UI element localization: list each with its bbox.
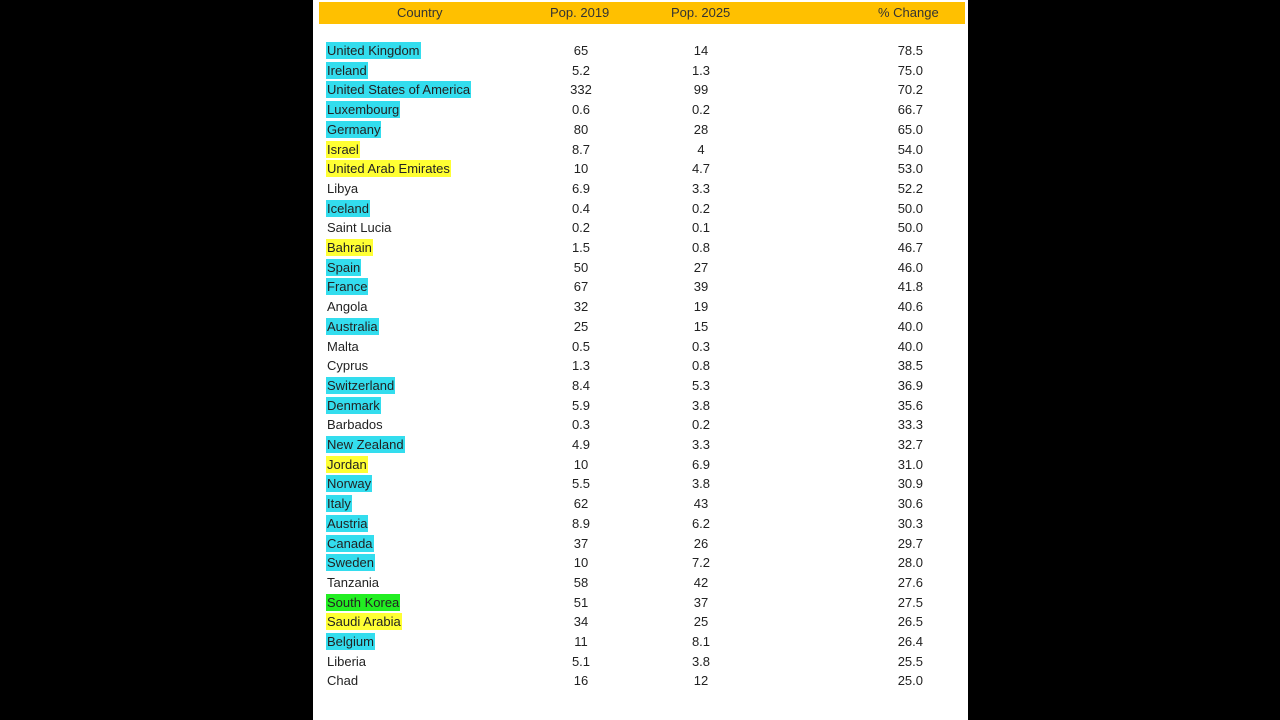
pop-2019-cell: 62 bbox=[573, 496, 589, 512]
table-row bbox=[313, 415, 968, 435]
pop-2025-cell: 15 bbox=[693, 318, 709, 334]
country-name: Canada bbox=[327, 535, 373, 551]
percent-change-cell: 25.5 bbox=[897, 653, 923, 669]
header-pop-2025: Pop. 2025 bbox=[671, 5, 731, 20]
country-cell bbox=[326, 435, 405, 455]
country-name: Angola bbox=[327, 299, 368, 315]
percent-change-cell: 46.0 bbox=[897, 259, 923, 275]
pop-2025-cell: 0.3 bbox=[691, 338, 711, 354]
country-cell bbox=[326, 317, 379, 337]
pop-2025-cell: 5.3 bbox=[691, 377, 711, 393]
country-name: Norway bbox=[327, 476, 372, 492]
table-row bbox=[313, 612, 968, 632]
pop-2019-cell: 80 bbox=[573, 121, 589, 137]
pop-2019-cell: 10 bbox=[573, 456, 589, 472]
pop-2025-cell: 3.8 bbox=[691, 397, 711, 413]
pop-2025-cell: 6.2 bbox=[691, 515, 711, 531]
country-cell bbox=[326, 277, 368, 297]
table-row bbox=[313, 376, 968, 396]
pop-2025-cell: 3.3 bbox=[691, 180, 711, 196]
country-cell bbox=[326, 494, 352, 514]
percent-change-cell: 35.6 bbox=[897, 397, 923, 413]
table-row bbox=[313, 671, 968, 691]
percent-change-cell: 27.5 bbox=[897, 594, 923, 610]
pop-2019-cell: 32 bbox=[573, 299, 589, 315]
country-name: Germany bbox=[327, 121, 381, 137]
pop-2025-cell: 42 bbox=[693, 574, 709, 590]
pop-2019-cell: 5.2 bbox=[571, 62, 591, 78]
country-cell bbox=[326, 218, 392, 238]
percent-change-cell: 27.6 bbox=[897, 574, 923, 590]
pop-2025-cell: 0.2 bbox=[691, 102, 711, 118]
country-name: Switzerland bbox=[327, 377, 395, 393]
country-name: Denmark bbox=[327, 397, 380, 413]
country-name: Tanzania bbox=[327, 574, 380, 590]
pop-2025-cell: 0.1 bbox=[691, 220, 711, 236]
country-cell bbox=[326, 415, 384, 435]
percent-change-cell: 53.0 bbox=[897, 161, 923, 177]
percent-change-cell: 50.0 bbox=[897, 220, 923, 236]
table-row bbox=[313, 455, 968, 475]
pop-2019-cell: 0.2 bbox=[571, 220, 591, 236]
pop-2025-cell: 4.7 bbox=[691, 161, 711, 177]
pop-2019-cell: 10 bbox=[573, 161, 589, 177]
country-cell bbox=[326, 337, 360, 357]
table-row bbox=[313, 179, 968, 199]
country-cell bbox=[326, 61, 368, 81]
country-cell bbox=[326, 474, 372, 494]
percent-change-cell: 70.2 bbox=[897, 82, 923, 98]
country-cell bbox=[326, 159, 451, 179]
pop-2019-cell: 0.3 bbox=[571, 417, 591, 433]
table-row bbox=[313, 534, 968, 554]
percent-change-cell: 26.4 bbox=[897, 634, 923, 649]
pop-2025-cell: 3.3 bbox=[691, 437, 711, 452]
table-row bbox=[313, 199, 968, 219]
percent-change-cell: 52.2 bbox=[897, 180, 923, 196]
pop-2025-cell: 27 bbox=[693, 259, 709, 275]
country-name: Austria bbox=[327, 515, 368, 531]
percent-change-cell: 25.0 bbox=[897, 673, 923, 689]
country-cell bbox=[326, 396, 381, 416]
percent-change-cell: 38.5 bbox=[897, 358, 923, 374]
pop-2025-cell: 28 bbox=[693, 121, 709, 137]
table-row bbox=[313, 159, 968, 179]
country-name: Israel bbox=[327, 141, 359, 157]
country-name: New Zealand bbox=[327, 437, 404, 452]
pop-2019-cell: 67 bbox=[573, 279, 589, 295]
country-cell bbox=[326, 199, 370, 219]
country-cell bbox=[326, 238, 373, 258]
country-name: Ireland bbox=[327, 62, 367, 78]
country-name: Spain bbox=[327, 259, 361, 275]
pop-2025-cell: 0.8 bbox=[691, 358, 711, 374]
table-row bbox=[313, 632, 968, 652]
percent-change-cell: 66.7 bbox=[897, 102, 923, 118]
pop-2019-cell: 1.5 bbox=[571, 240, 591, 255]
pop-2019-cell: 5.9 bbox=[571, 397, 591, 413]
pop-2025-cell: 0.2 bbox=[691, 200, 711, 216]
country-name: Jordan bbox=[327, 456, 367, 472]
country-name: Bahrain bbox=[327, 240, 372, 255]
country-cell bbox=[326, 632, 375, 652]
table-row bbox=[313, 652, 968, 672]
country-cell bbox=[326, 41, 421, 61]
table-row bbox=[313, 573, 968, 593]
country-cell bbox=[326, 356, 369, 376]
table-row bbox=[313, 120, 968, 140]
pop-2019-cell: 65 bbox=[573, 43, 589, 58]
percent-change-cell: 30.9 bbox=[897, 476, 923, 492]
country-cell bbox=[326, 376, 395, 396]
pop-2025-cell: 26 bbox=[693, 535, 709, 551]
country-cell bbox=[326, 671, 359, 691]
country-name: Cyprus bbox=[327, 358, 369, 374]
table-row bbox=[313, 396, 968, 416]
percent-change-cell: 30.6 bbox=[897, 496, 923, 512]
country-cell bbox=[326, 553, 375, 573]
percent-change-cell: 75.0 bbox=[897, 62, 923, 78]
pop-2019-cell: 34 bbox=[573, 614, 589, 630]
table-row bbox=[313, 356, 968, 376]
pop-2019-cell: 16 bbox=[573, 673, 589, 689]
country-name: United Arab Emirates bbox=[327, 161, 450, 177]
percent-change-cell: 40.0 bbox=[897, 338, 923, 354]
table-row bbox=[313, 100, 968, 120]
table-row bbox=[313, 80, 968, 100]
country-name: Barbados bbox=[327, 417, 383, 433]
percent-change-cell: 29.7 bbox=[897, 535, 923, 551]
table-row bbox=[313, 277, 968, 297]
header-percent-change: % Change bbox=[878, 5, 939, 20]
table-row bbox=[313, 218, 968, 238]
table-row bbox=[313, 41, 968, 61]
percent-change-cell: 78.5 bbox=[897, 43, 923, 58]
table-row bbox=[313, 435, 968, 455]
pop-2025-cell: 0.8 bbox=[691, 240, 711, 255]
percent-change-cell: 40.0 bbox=[897, 318, 923, 334]
pop-2019-cell: 0.4 bbox=[571, 200, 591, 216]
percent-change-cell: 30.3 bbox=[897, 515, 923, 531]
pop-2019-cell: 25 bbox=[573, 318, 589, 334]
country-cell bbox=[326, 179, 359, 199]
table-header bbox=[319, 2, 965, 24]
pop-2025-cell: 14 bbox=[693, 43, 709, 58]
percent-change-cell: 46.7 bbox=[897, 240, 923, 255]
country-cell bbox=[326, 297, 368, 317]
country-cell bbox=[326, 573, 380, 593]
pop-2025-cell: 4 bbox=[697, 141, 705, 157]
table-row bbox=[313, 61, 968, 81]
percent-change-cell: 31.0 bbox=[897, 456, 923, 472]
country-name: Liberia bbox=[327, 653, 367, 669]
spreadsheet-page bbox=[313, 0, 968, 720]
percent-change-cell: 26.5 bbox=[897, 614, 923, 630]
pop-2019-cell: 10 bbox=[573, 555, 589, 571]
country-name: Saint Lucia bbox=[327, 220, 392, 236]
country-name: Chad bbox=[327, 673, 359, 689]
pop-2025-cell: 99 bbox=[693, 82, 709, 98]
percent-change-cell: 41.8 bbox=[897, 279, 923, 295]
header-country: Country bbox=[397, 5, 443, 20]
pop-2025-cell: 0.2 bbox=[691, 417, 711, 433]
country-name: Luxembourg bbox=[327, 102, 400, 118]
pop-2025-cell: 6.9 bbox=[691, 456, 711, 472]
pop-2025-cell: 3.8 bbox=[691, 653, 711, 669]
pop-2025-cell: 43 bbox=[693, 496, 709, 512]
country-cell bbox=[326, 455, 368, 475]
header-pop-2019: Pop. 2019 bbox=[550, 5, 610, 20]
table-row bbox=[313, 317, 968, 337]
table-row bbox=[313, 494, 968, 514]
pop-2019-cell: 50 bbox=[573, 259, 589, 275]
table-row bbox=[313, 593, 968, 613]
table-row bbox=[313, 140, 968, 160]
country-cell bbox=[326, 258, 361, 278]
pop-2019-cell: 58 bbox=[573, 574, 589, 590]
country-name: Italy bbox=[327, 496, 351, 512]
country-name: Iceland bbox=[327, 200, 369, 216]
pop-2019-cell: 4.9 bbox=[571, 437, 591, 452]
pop-2025-cell: 8.1 bbox=[691, 634, 711, 649]
pop-2025-cell: 12 bbox=[693, 673, 709, 689]
pop-2019-cell: 0.6 bbox=[571, 102, 591, 118]
country-cell bbox=[326, 120, 381, 140]
table-row bbox=[313, 238, 968, 258]
country-name: Belgium bbox=[327, 634, 374, 649]
country-name: United States of America bbox=[327, 82, 471, 98]
country-cell bbox=[326, 652, 367, 672]
pop-2025-cell: 19 bbox=[693, 299, 709, 315]
country-name: Sweden bbox=[327, 555, 374, 571]
pop-2025-cell: 37 bbox=[693, 594, 709, 610]
country-name: Libya bbox=[327, 180, 359, 196]
country-name: Saudi Arabia bbox=[327, 614, 401, 630]
pop-2019-cell: 6.9 bbox=[571, 180, 591, 196]
table-row bbox=[313, 337, 968, 357]
percent-change-cell: 32.7 bbox=[897, 437, 923, 452]
table-row bbox=[313, 514, 968, 534]
country-cell bbox=[326, 140, 360, 160]
pop-2025-cell: 3.8 bbox=[691, 476, 711, 492]
table-row bbox=[313, 258, 968, 278]
country-cell bbox=[326, 100, 400, 120]
table-row bbox=[313, 297, 968, 317]
percent-change-cell: 40.6 bbox=[897, 299, 923, 315]
table-row bbox=[313, 474, 968, 494]
percent-change-cell: 36.9 bbox=[897, 377, 923, 393]
pop-2019-cell: 8.9 bbox=[571, 515, 591, 531]
country-cell bbox=[326, 612, 402, 632]
pop-2019-cell: 5.1 bbox=[571, 653, 591, 669]
pop-2019-cell: 8.4 bbox=[571, 377, 591, 393]
country-name: South Korea bbox=[327, 594, 400, 610]
country-name: Malta bbox=[327, 338, 359, 354]
table-row bbox=[313, 553, 968, 573]
country-cell bbox=[326, 593, 400, 613]
percent-change-cell: 65.0 bbox=[897, 121, 923, 137]
pop-2025-cell: 39 bbox=[693, 279, 709, 295]
pop-2019-cell: 51 bbox=[573, 594, 589, 610]
percent-change-cell: 50.0 bbox=[897, 200, 923, 216]
pop-2019-cell: 1.3 bbox=[571, 358, 591, 374]
pop-2025-cell: 7.2 bbox=[691, 555, 711, 571]
percent-change-cell: 54.0 bbox=[897, 141, 923, 157]
percent-change-cell: 28.0 bbox=[897, 555, 923, 571]
pop-2019-cell: 11 bbox=[574, 634, 588, 649]
country-cell bbox=[326, 534, 374, 554]
country-name: France bbox=[327, 279, 368, 295]
pop-2025-cell: 25 bbox=[693, 614, 709, 630]
pop-2019-cell: 8.7 bbox=[571, 141, 591, 157]
pop-2025-cell: 1.3 bbox=[691, 62, 711, 78]
country-name: United Kingdom bbox=[327, 43, 420, 58]
pop-2019-cell: 332 bbox=[570, 82, 592, 98]
percent-change-cell: 33.3 bbox=[897, 417, 923, 433]
country-name: Australia bbox=[327, 318, 378, 334]
country-cell bbox=[326, 80, 471, 100]
pop-2019-cell: 0.5 bbox=[571, 338, 591, 354]
pop-2019-cell: 5.5 bbox=[571, 476, 591, 492]
pop-2019-cell: 37 bbox=[573, 535, 589, 551]
country-cell bbox=[326, 514, 368, 534]
